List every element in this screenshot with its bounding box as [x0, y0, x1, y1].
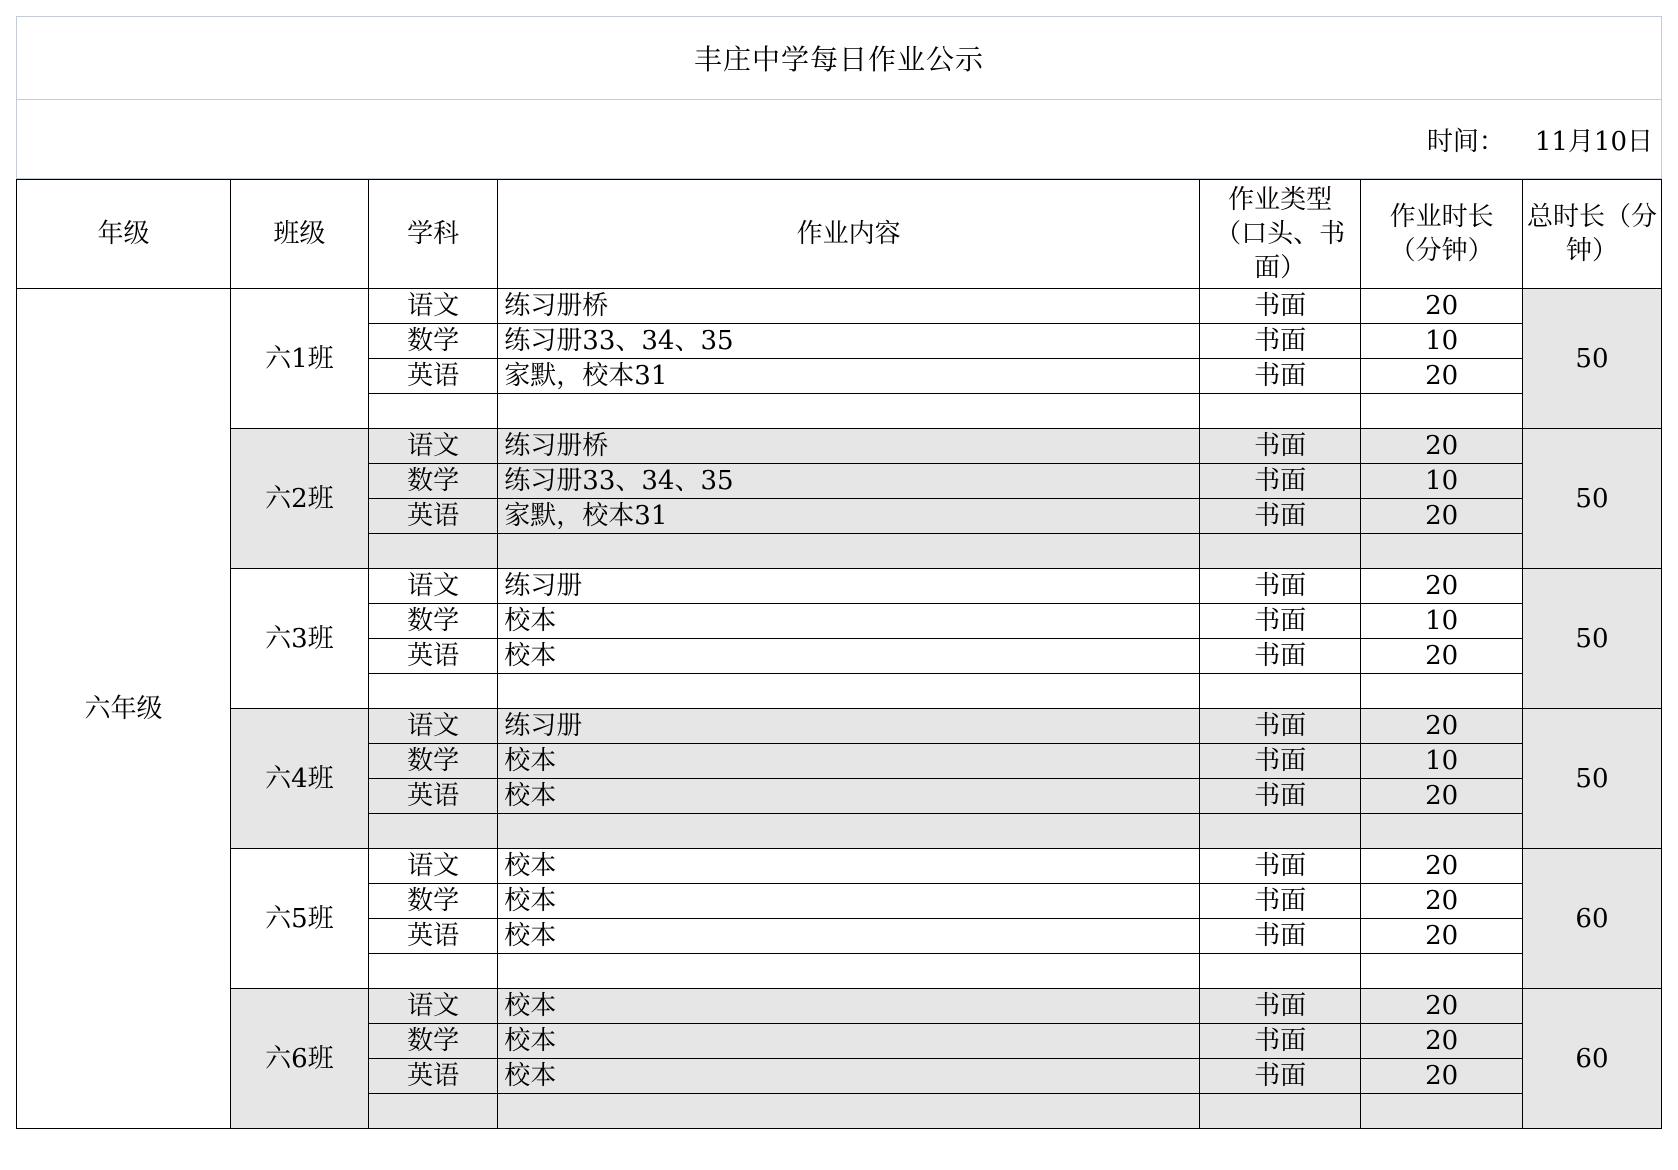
content-cell[interactable]: 校本 — [498, 919, 1200, 954]
subject-cell[interactable]: 数学 — [368, 884, 497, 919]
content-cell[interactable] — [498, 1094, 1200, 1129]
content-cell[interactable]: 家默，校本31 — [498, 499, 1200, 534]
total-cell[interactable]: 50 — [1522, 569, 1661, 709]
subject-cell[interactable]: 英语 — [368, 499, 497, 534]
sheet-title-cell[interactable] — [16, 16, 1662, 99]
type-cell[interactable]: 书面 — [1199, 464, 1361, 499]
duration-cell[interactable]: 20 — [1361, 1059, 1523, 1094]
duration-cell[interactable] — [1361, 954, 1523, 989]
type-cell[interactable]: 书面 — [1199, 569, 1361, 604]
subject-cell[interactable]: 英语 — [368, 359, 497, 394]
duration-cell[interactable]: 10 — [1361, 744, 1523, 779]
content-cell[interactable]: 校本 — [498, 849, 1200, 884]
type-cell[interactable]: 书面 — [1199, 919, 1361, 954]
type-cell[interactable]: 书面 — [1199, 779, 1361, 814]
subject-cell[interactable]: 英语 — [368, 1059, 497, 1094]
homework-table — [16, 179, 1662, 1129]
content-cell[interactable]: 校本 — [498, 1024, 1200, 1059]
total-cell[interactable]: 50 — [1522, 429, 1661, 569]
content-cell[interactable]: 练习册桥 — [498, 429, 1200, 464]
table-row — [17, 569, 1662, 604]
subject-cell[interactable] — [368, 814, 497, 849]
subject-cell[interactable]: 语文 — [368, 849, 497, 884]
duration-cell[interactable]: 20 — [1361, 989, 1523, 1024]
duration-cell[interactable]: 10 — [1361, 324, 1523, 359]
subject-cell[interactable]: 数学 — [368, 464, 497, 499]
header-class[interactable]: 班级 — [230, 180, 368, 289]
duration-cell[interactable] — [1361, 674, 1523, 709]
type-cell[interactable]: 书面 — [1199, 359, 1361, 394]
duration-cell[interactable] — [1361, 394, 1523, 429]
subject-cell[interactable]: 语文 — [368, 709, 497, 744]
total-cell[interactable]: 60 — [1522, 849, 1661, 989]
content-cell[interactable] — [498, 674, 1200, 709]
subject-cell[interactable]: 数学 — [368, 324, 497, 359]
content-cell[interactable]: 校本 — [498, 989, 1200, 1024]
date-label: 时间： — [1426, 126, 1505, 157]
duration-cell[interactable]: 20 — [1361, 429, 1523, 464]
duration-cell[interactable] — [1361, 534, 1523, 569]
subject-cell[interactable] — [368, 1094, 497, 1129]
subject-cell[interactable] — [368, 394, 497, 429]
header-grade[interactable]: 年级 — [17, 180, 231, 289]
duration-cell[interactable]: 20 — [1361, 289, 1523, 324]
subject-cell[interactable]: 英语 — [368, 779, 497, 814]
subject-cell[interactable]: 语文 — [368, 289, 497, 324]
type-cell[interactable] — [1199, 1094, 1361, 1129]
type-cell[interactable] — [1199, 674, 1361, 709]
duration-cell[interactable]: 10 — [1361, 464, 1523, 499]
type-cell[interactable] — [1199, 534, 1361, 569]
duration-cell[interactable]: 20 — [1361, 359, 1523, 394]
duration-cell[interactable]: 20 — [1361, 884, 1523, 919]
content-cell[interactable]: 练习册桥 — [498, 289, 1200, 324]
type-cell[interactable]: 书面 — [1199, 989, 1361, 1024]
class-cell[interactable]: 六4班 — [230, 709, 368, 849]
duration-cell[interactable]: 20 — [1361, 639, 1523, 674]
type-cell[interactable]: 书面 — [1199, 1024, 1361, 1059]
content-cell[interactable]: 练习册33、34、35 — [498, 324, 1200, 359]
subject-cell[interactable]: 语文 — [368, 989, 497, 1024]
subject-cell[interactable] — [368, 954, 497, 989]
table-row — [17, 289, 1662, 324]
header-total[interactable]: 总时长（分钟） — [1522, 180, 1661, 289]
type-cell[interactable] — [1199, 394, 1361, 429]
content-cell[interactable]: 校本 — [498, 779, 1200, 814]
duration-cell[interactable]: 20 — [1361, 499, 1523, 534]
type-cell[interactable]: 书面 — [1199, 744, 1361, 779]
type-cell[interactable]: 书面 — [1199, 499, 1361, 534]
content-cell[interactable]: 练习册 — [498, 709, 1200, 744]
duration-cell[interactable] — [1361, 1094, 1523, 1129]
duration-cell[interactable]: 20 — [1361, 709, 1523, 744]
content-cell[interactable]: 校本 — [498, 744, 1200, 779]
total-cell[interactable]: 60 — [1522, 989, 1661, 1129]
date-row[interactable] — [16, 99, 1662, 179]
content-cell[interactable]: 练习册 — [498, 569, 1200, 604]
content-cell[interactable]: 校本 — [498, 604, 1200, 639]
type-cell[interactable]: 书面 — [1199, 289, 1361, 324]
header-row — [17, 180, 1662, 289]
content-cell[interactable]: 校本 — [498, 1059, 1200, 1094]
content-cell[interactable]: 校本 — [498, 639, 1200, 674]
duration-cell[interactable]: 20 — [1361, 849, 1523, 884]
type-cell[interactable]: 书面 — [1199, 884, 1361, 919]
duration-cell[interactable]: 20 — [1361, 1024, 1523, 1059]
class-cell[interactable]: 六6班 — [230, 989, 368, 1129]
class-cell[interactable]: 六5班 — [230, 849, 368, 989]
sheet-title: 丰庄中学每日作业公示 — [693, 43, 984, 76]
type-cell[interactable]: 书面 — [1199, 324, 1361, 359]
content-cell[interactable] — [498, 394, 1200, 429]
subject-cell[interactable]: 语文 — [368, 569, 497, 604]
class-cell[interactable]: 六3班 — [230, 569, 368, 709]
duration-cell[interactable] — [1361, 814, 1523, 849]
table-row — [17, 989, 1662, 1024]
type-cell[interactable]: 书面 — [1199, 709, 1361, 744]
duration-cell[interactable]: 20 — [1361, 569, 1523, 604]
subject-cell[interactable]: 语文 — [368, 429, 497, 464]
subject-cell[interactable]: 数学 — [368, 744, 497, 779]
date-value: 11月10日 — [1534, 126, 1653, 157]
table-row — [17, 709, 1662, 744]
content-cell[interactable] — [498, 954, 1200, 989]
header-content[interactable]: 作业内容 — [498, 180, 1200, 289]
type-cell[interactable]: 书面 — [1199, 639, 1361, 674]
header-duration[interactable]: 作业时长（分钟） — [1361, 180, 1523, 289]
type-cell[interactable] — [1199, 954, 1361, 989]
class-cell[interactable]: 六2班 — [230, 429, 368, 569]
subject-cell[interactable]: 数学 — [368, 1024, 497, 1059]
table-body — [17, 289, 1662, 1129]
type-cell[interactable] — [1199, 814, 1361, 849]
type-cell[interactable]: 书面 — [1199, 849, 1361, 884]
total-cell[interactable]: 50 — [1522, 289, 1661, 429]
content-cell[interactable] — [498, 534, 1200, 569]
content-cell[interactable]: 练习册33、34、35 — [498, 464, 1200, 499]
duration-cell[interactable]: 10 — [1361, 604, 1523, 639]
table-row — [17, 429, 1662, 464]
header-subject[interactable]: 学科 — [368, 180, 497, 289]
grade-cell[interactable]: 六年级 — [17, 289, 231, 1129]
subject-cell[interactable] — [368, 674, 497, 709]
type-cell[interactable]: 书面 — [1199, 429, 1361, 464]
table-row — [17, 849, 1662, 884]
duration-cell[interactable]: 20 — [1361, 919, 1523, 954]
subject-cell[interactable]: 英语 — [368, 919, 497, 954]
subject-cell[interactable]: 数学 — [368, 604, 497, 639]
type-cell[interactable]: 书面 — [1199, 1059, 1361, 1094]
subject-cell[interactable] — [368, 534, 497, 569]
class-cell[interactable]: 六1班 — [230, 289, 368, 429]
subject-cell[interactable]: 英语 — [368, 639, 497, 674]
header-type[interactable]: 作业类型（口头、书面） — [1199, 180, 1361, 289]
total-cell[interactable]: 50 — [1522, 709, 1661, 849]
duration-cell[interactable]: 20 — [1361, 779, 1523, 814]
content-cell[interactable] — [498, 814, 1200, 849]
type-cell[interactable]: 书面 — [1199, 604, 1361, 639]
homework-sheet — [16, 16, 1662, 1129]
content-cell[interactable]: 校本 — [498, 884, 1200, 919]
content-cell[interactable]: 家默，校本31 — [498, 359, 1200, 394]
